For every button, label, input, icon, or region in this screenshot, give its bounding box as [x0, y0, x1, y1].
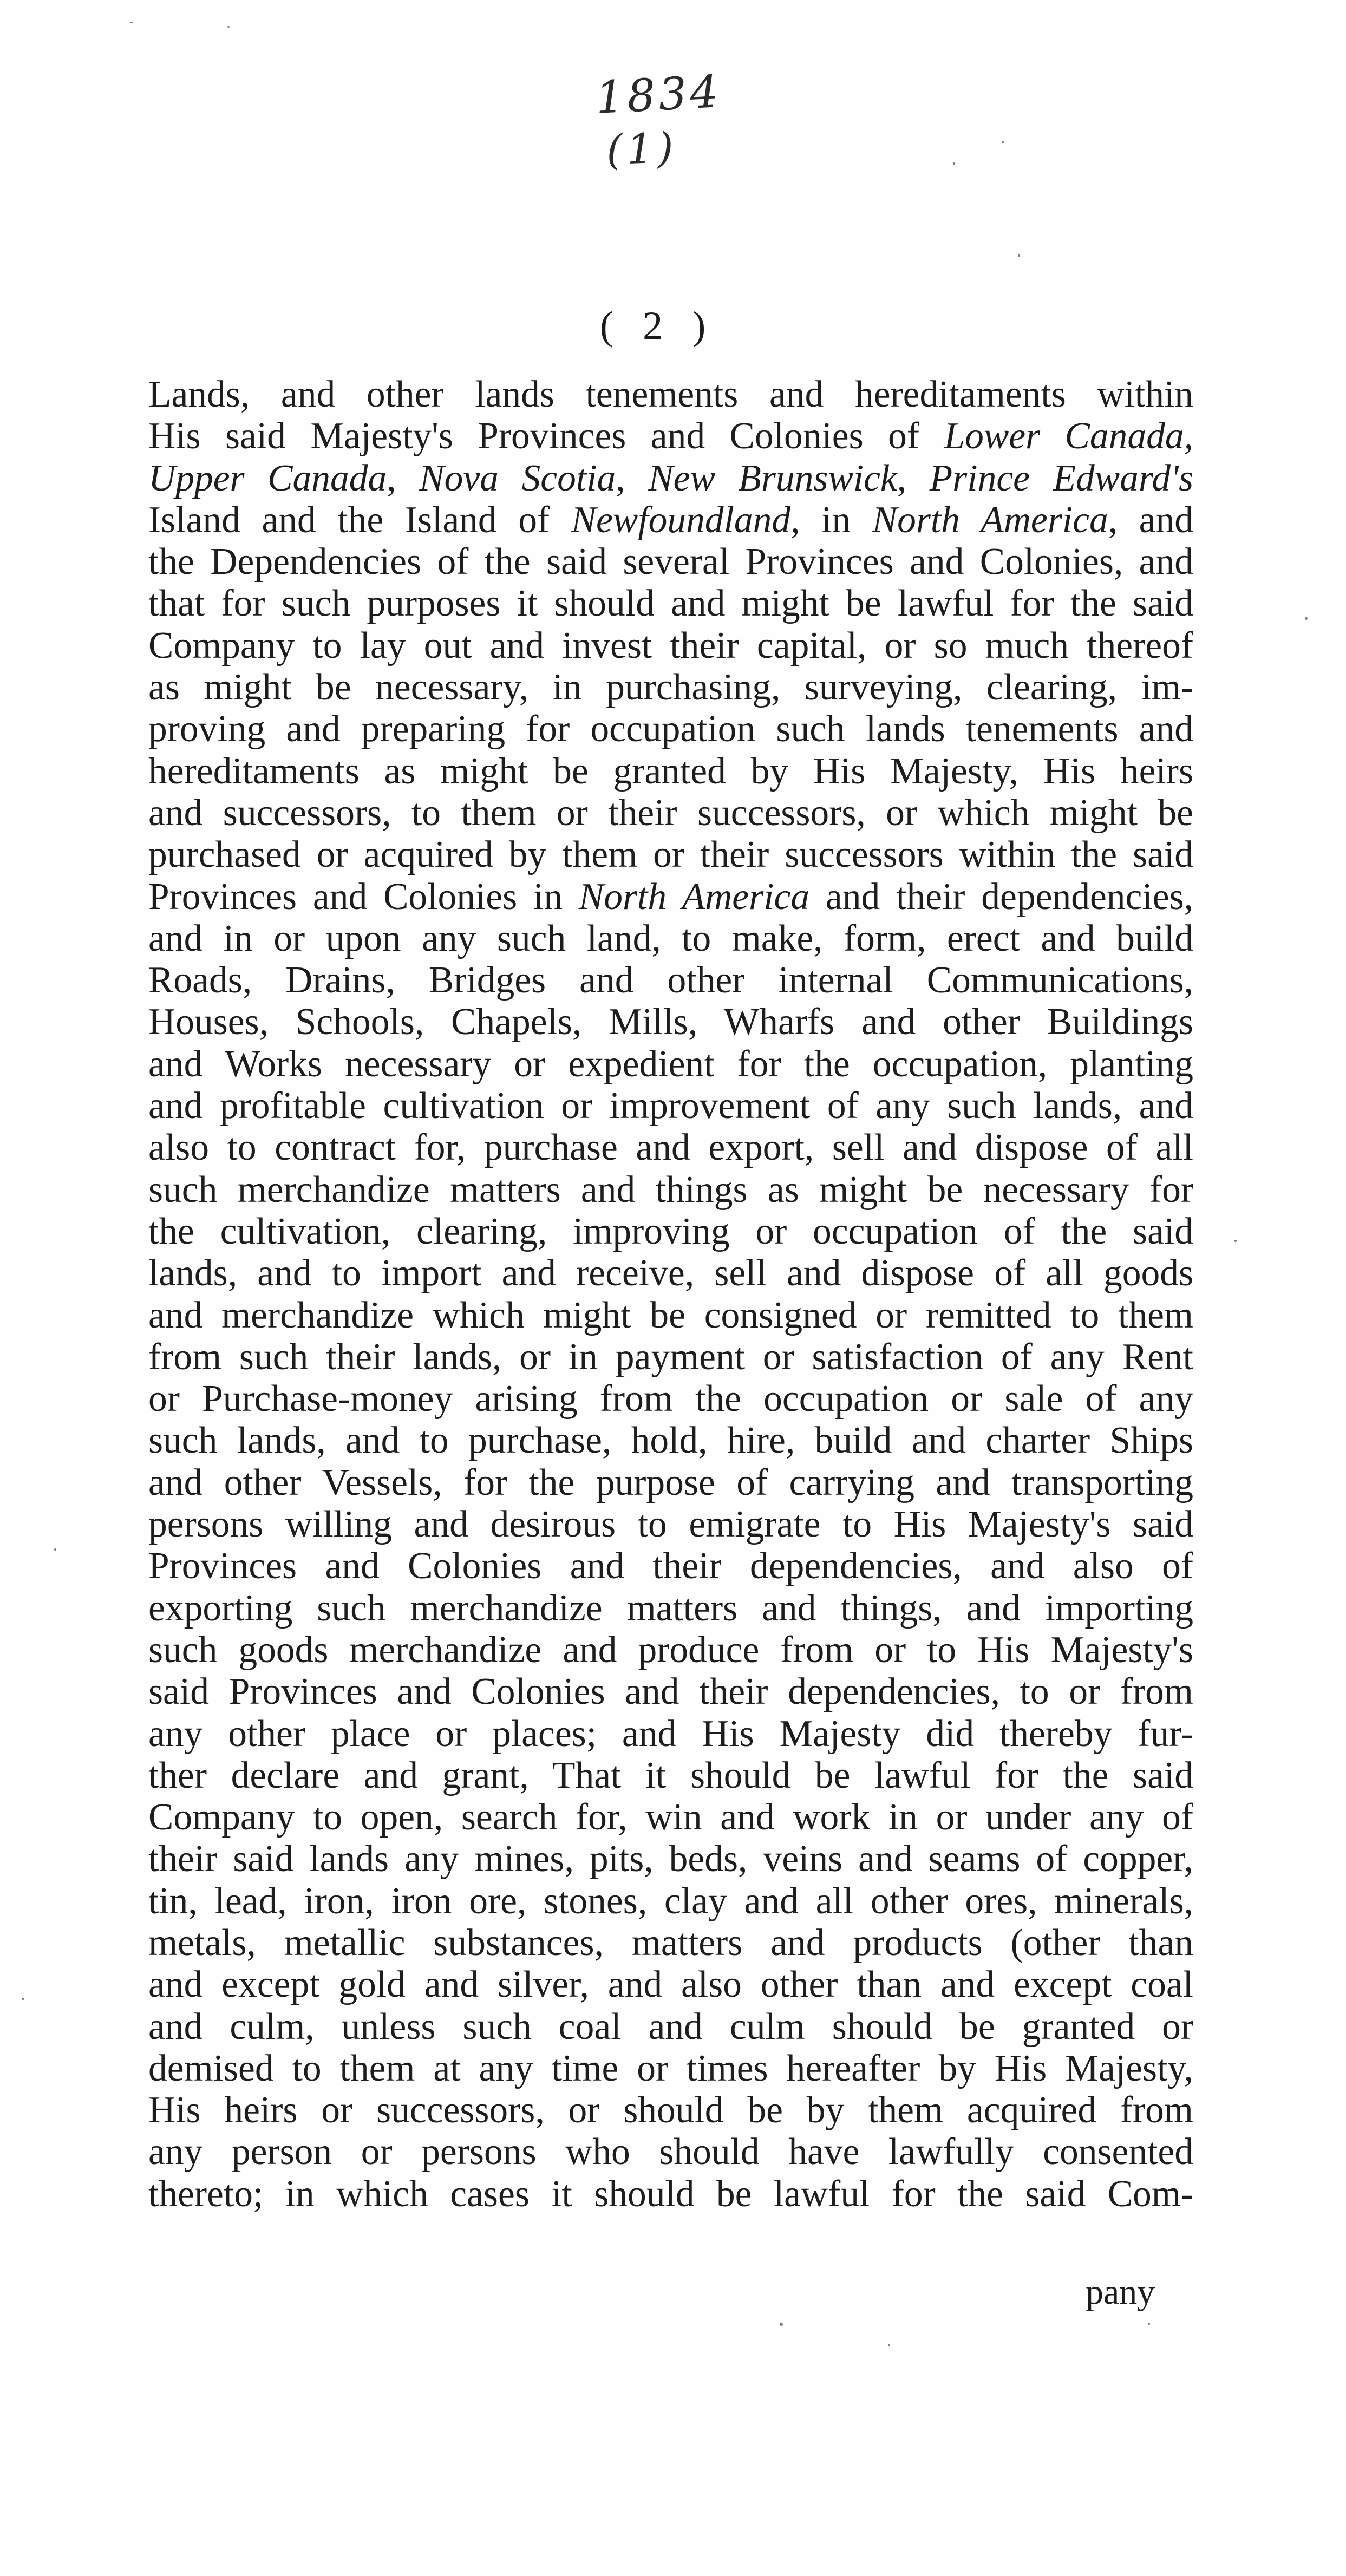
text-run: from such their lands, or in payment or satisfaction of any Rent: [148, 1336, 1193, 1378]
text-run: and except gold and silver, and also other than and except coal: [148, 1964, 1193, 2006]
text-line: [148, 1796, 1193, 1838]
text-run: and successors, to them or their successors, or which might be: [148, 792, 1193, 834]
text-line: [148, 625, 1193, 666]
text-run: and other Vessels, for the purpose of carrying and transporting: [148, 1461, 1193, 1503]
handwritten-mark-annotation: (1): [605, 123, 679, 174]
text-line: [148, 583, 1193, 624]
text-line: [148, 2131, 1193, 2173]
text-line: [148, 1922, 1193, 1964]
text-line: [148, 708, 1193, 750]
text-line: [148, 541, 1193, 583]
text-run: , and: [1108, 499, 1193, 541]
text-line: [148, 1838, 1193, 1880]
text-line: [148, 2089, 1193, 2131]
text-line: [148, 1294, 1193, 1336]
text-line: [148, 1545, 1193, 1587]
italic-text: North America: [578, 875, 810, 918]
text-run: the cultivation, clearing, improving or occupation of the said: [148, 1210, 1193, 1252]
text-line: [148, 499, 1193, 541]
text-run: and merchandize which might be consigned or remitted to them: [148, 1294, 1193, 1336]
italic-text: Nova Scotia: [419, 457, 616, 499]
text-run: lands, and to import and receive, sell and dispose of all goods: [148, 1252, 1193, 1294]
text-run: such goods merchandize and produce from or to His Majesty's: [148, 1629, 1193, 1671]
text-run: also to contract for, purchase and export, sell and dispose of all: [148, 1127, 1193, 1169]
text-run: and Works necessary or expedient for the occupation, planting: [148, 1043, 1193, 1085]
text-line: [148, 1503, 1193, 1545]
catchword: pany: [1086, 2272, 1155, 2312]
text-run: such merchandize matters and things as might be necessary for: [148, 1168, 1193, 1211]
text-run: the Dependencies of the said several Provinces and Colonies, and: [148, 541, 1193, 583]
text-run: and in or upon any such land, to make, form, erect and build: [148, 917, 1193, 959]
scan-speck: [22, 1998, 24, 2000]
text-line: [148, 1629, 1193, 1671]
text-run: such lands, and to purchase, hold, hire, build and charter Ships: [148, 1420, 1193, 1462]
text-run: and their dependencies,: [809, 875, 1193, 918]
text-line: [148, 918, 1193, 959]
text-run: and profitable cultivation or improvement of any such lands, and: [148, 1085, 1193, 1127]
text-run: ,: [616, 457, 649, 499]
text-run: demised to them at any time or times hereafter by His Majesty,: [148, 2047, 1193, 2089]
scan-speck: [130, 22, 133, 23]
italic-text: Prince Edward's: [929, 457, 1194, 499]
text-line: [148, 1713, 1193, 1755]
scan-speck: [54, 1548, 56, 1551]
text-line: [148, 1964, 1193, 2005]
scan-speck: [1305, 617, 1308, 620]
text-run: Houses, Schools, Chapels, Mills, Wharfs and other Buildings: [148, 1001, 1193, 1043]
text-line: [148, 1252, 1193, 1294]
text-line: [148, 2173, 1193, 2215]
text-line: [148, 457, 1193, 499]
text-line: [148, 1378, 1193, 1420]
text-line: [148, 1880, 1193, 1922]
text-run: proving and preparing for occupation such lands tenements and: [148, 708, 1193, 750]
scan-speck: [953, 162, 955, 165]
text-run: Provinces and Colonies in: [148, 875, 579, 918]
text-run: tin, lead, iron, iron ore, stones, clay and all other ores, minerals,: [148, 1880, 1193, 1922]
text-run: as might be necessary, in purchasing, surveying, clearing, im-: [148, 666, 1193, 709]
scan-speck: [1148, 2323, 1150, 2325]
text-run: Provinces and Colonies and their dependencies, and also of: [148, 1545, 1193, 1587]
text-line: [148, 666, 1193, 708]
scan-speck: [1002, 141, 1004, 143]
text-line: [148, 834, 1193, 875]
italic-text: Newfoundland: [571, 499, 791, 541]
text-line: [148, 1462, 1193, 1503]
text-run: metals, metallic substances, matters and products (other than: [148, 1921, 1193, 1964]
text-line: [148, 1211, 1193, 1252]
text-run: purchased or acquired by them or their successors within the said: [148, 834, 1193, 876]
text-run: any other place or places; and His Majesty did thereby fur-: [148, 1712, 1193, 1755]
text-line: [148, 2006, 1193, 2048]
scan-speck: [888, 2344, 890, 2346]
text-run: ,: [387, 457, 420, 499]
scan-speck: [1234, 1240, 1237, 1242]
text-line: [148, 1043, 1193, 1085]
text-line: [148, 750, 1193, 792]
text-line: [148, 1001, 1193, 1043]
text-run: that for such purposes it should and might be lawful for the said: [148, 583, 1193, 625]
text-line: [148, 1671, 1193, 1712]
text-run: persons willing and desirous to emigrate to His Majesty's said: [148, 1503, 1193, 1546]
text-run: His said Majesty's Provinces and Colonies of: [148, 415, 944, 457]
scan-speck: [1018, 254, 1020, 257]
text-run: or Purchase-money arising from the occupation or sale of any: [148, 1378, 1193, 1420]
text-run: said Provinces and Colonies and their dependencies, to or from: [148, 1671, 1193, 1713]
text-line: [148, 415, 1193, 457]
page-number: ( 2 ): [600, 304, 716, 348]
text-run: any person or persons who should have lawfully consented: [148, 2131, 1193, 2173]
text-run: Lands, and other lands tenements and hereditaments within: [148, 374, 1193, 415]
text-line: [148, 1755, 1193, 1796]
text-line: [148, 959, 1193, 1001]
text-run: Company to lay out and invest their capital, or so much thereof: [148, 624, 1193, 666]
scan-speck: [227, 26, 230, 28]
text-run: their said lands any mines, pits, beds, veins and seams of copper,: [148, 1838, 1193, 1880]
text-line: [148, 1169, 1193, 1211]
text-run: and culm, unless such coal and culm should be granted or: [148, 2005, 1193, 2048]
text-line: [148, 792, 1193, 834]
text-run: Island and the Island of: [148, 499, 571, 541]
text-run: thereto; in which cases it should be lawful for the said Com-: [148, 2173, 1193, 2215]
text-run: Company to open, search for, win and work in or under any of: [148, 1796, 1193, 1839]
text-run: , in: [790, 499, 872, 541]
italic-text: North America: [872, 499, 1108, 541]
text-line: [148, 1085, 1193, 1127]
scan-speck: [780, 2323, 783, 2326]
text-run: exporting such merchandize matters and things, and importing: [148, 1587, 1193, 1629]
text-line: [148, 1127, 1193, 1168]
text-line: [148, 1587, 1193, 1629]
text-line: [148, 2048, 1193, 2089]
text-line: [148, 876, 1193, 918]
italic-text: Upper Canada: [148, 457, 387, 499]
italic-text: Lower Canada,: [944, 415, 1193, 457]
italic-text: New Brunswick: [648, 457, 897, 499]
text-line: [148, 1420, 1193, 1461]
handwritten-year-annotation: 1834: [594, 66, 723, 125]
text-run: hereditaments as might be granted by His Majesty, His heirs: [148, 750, 1193, 792]
text-run: His heirs or successors, or should be by them acquired from: [148, 2089, 1193, 2132]
text-run: ,: [897, 457, 930, 499]
text-run: Roads, Drains, Bridges and other internal Communications,: [148, 959, 1193, 1002]
text-line: [148, 374, 1193, 415]
text-line: [148, 1336, 1193, 1378]
text-run: ther declare and grant, That it should be lawful for the said: [148, 1754, 1193, 1796]
body-text: [148, 374, 1193, 2215]
